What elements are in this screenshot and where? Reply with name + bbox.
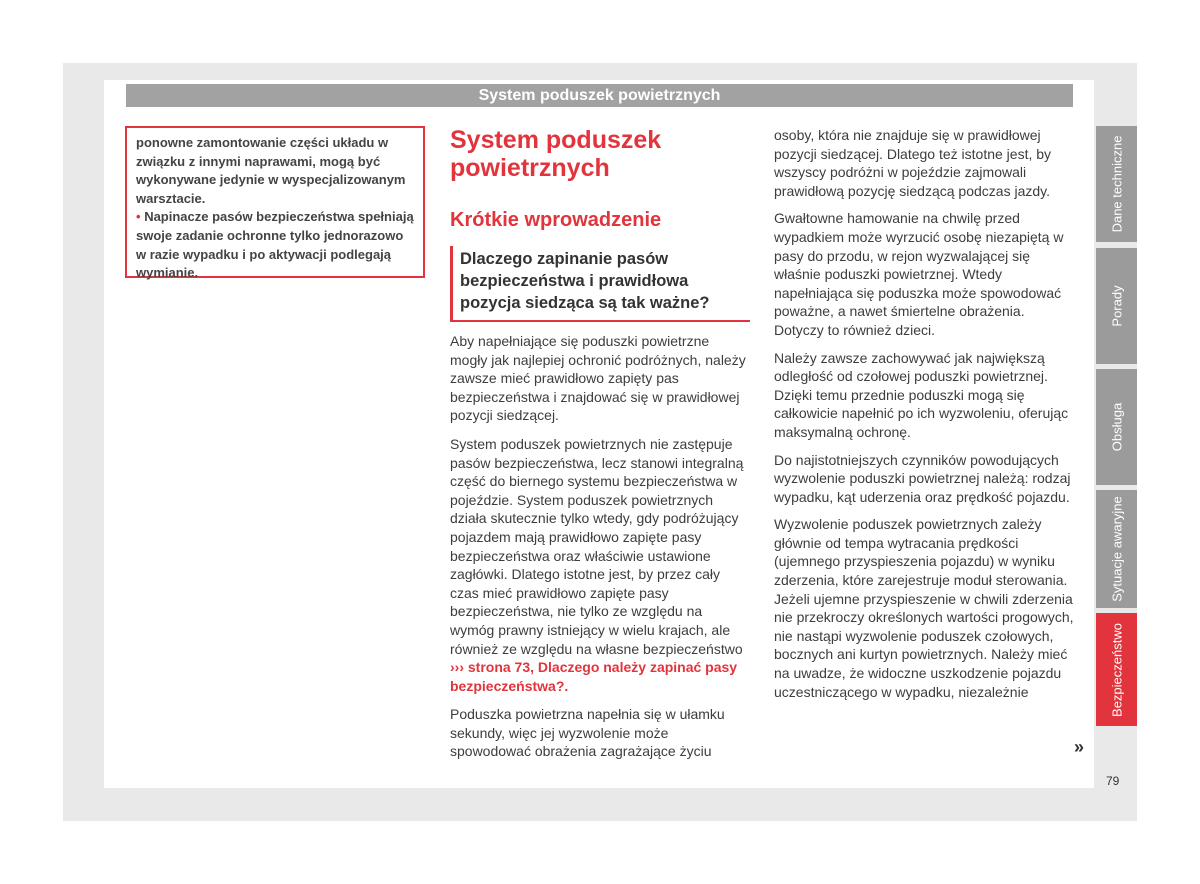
page-header: System poduszek powietrznych — [126, 84, 1073, 107]
side-tab-obsluga[interactable] — [1096, 369, 1137, 485]
page-number: 79 — [1106, 774, 1120, 788]
paragraph: Gwałtowne hamowanie na chwilę przed wypadkiem może wyrzucić osobę niezapiętą w pasy do przodu, w rejon wyzwalającej się właśnie poduszki powietrznej. Wtedy napełniająca się poduszka może spowodować poważne, a nawet śmiertelne obrażenia. Dotyczy to również dzieci. — [774, 210, 1064, 338]
paragraph: Należy zawsze zachowywać jak największą odległość od czołowej poduszki powietrznej. Dzięki temu przednie poduszki mogą się całkowicie napełnić po ich wyzwoleniu, oferując maksymalną ochronę. — [774, 349, 1069, 440]
warning-bullet-text: Napinacze pasów bezpieczeństwa spełniają swoje zadanie ochronne tylko jednorazowo w razie wypadku i po aktywacji podlegają wymianie. — [136, 209, 414, 281]
side-tab-label: Sytuacje awaryjne — [1109, 496, 1124, 602]
section-subtitle: Krótkie wprowadzenie — [450, 209, 662, 231]
paragraph: Do najistotniejszych czynników powodujących wyzwolenie poduszki powietrznej należą: rodzaj wypadku, kąt uderzenia oraz prędkość pojazdu. — [774, 451, 1071, 505]
side-tab-porady[interactable] — [1096, 248, 1137, 364]
paragraph-text: System poduszek powietrznych nie zastępuje pasów bezpieczeństwa, lecz stanowi integralną część do biernego systemu bezpieczeństwa w pojeździe. System poduszek powietrznych działa skutecznie tylko wtedy, gdy podróżujący pojazdem mają prawidłowo zapięte pasy bezpieczeństwa oraz właściwie ustawione zagłówki. Dlatego istotne jest, by przez cały czas mieć prawidłowo zapięte pasy bezpieczeństwa, nie tylko ze względu na wymóg prawny istniejący w wielu krajach, ale również ze względu na własne bezpieczeństwo — [450, 435, 744, 657]
side-tab-dane-techniczne[interactable] — [1096, 126, 1137, 242]
paragraph: osoby, która nie znajduje się w prawidłowej pozycji siedzącej. Dlatego też istotne jest, by wszyscy podróżni w pojeździe zajmowali prawidłową pozycję siedzącą podczas jazdy. — [774, 127, 1052, 199]
section-title: System poduszek powietrznych — [450, 126, 662, 182]
paragraph — [450, 435, 750, 695]
side-tab-bezpieczenstwo[interactable] — [1096, 613, 1137, 726]
bullet-icon: • — [136, 209, 141, 225]
side-tab-label: Obsługa — [1109, 402, 1124, 452]
side-tab-label: Porady — [1109, 285, 1124, 327]
paragraph: Aby napełniające się poduszki powietrzne mogły jak najlepiej ochronić podróżnych, należy zawsze mieć prawidłowo zapięty pas bezpieczeństwa i znajdować się w prawidłowej pozycji siedzącej. — [450, 333, 746, 424]
paragraph: Wyzwolenie poduszek powietrznych zależy głównie od tempa wytracania prędkości (ujemnego przyspieszenia pojazdu) w wyniku zderzenia, które zarejestruje moduł sterowania. Jeżeli ujemne przyspieszenie w chwili zderzenia nie przekroczy określonych wartości progowych, nie nastąpi wyzwolenie poduszek czołowych, bocznych ani kurtyn powietrznych. Należy mieć na uwadze, że widoczne uszkodzenie pojazdu uczestniczącego w wypadku, niezależnie — [774, 516, 1074, 700]
question-heading: Dlaczego zapinanie pasów bezpieczeństwa i prawidłowa pozycja siedząca są tak ważne? — [450, 246, 750, 322]
continue-arrow-icon: » — [1074, 737, 1085, 757]
warning-text: ponowne zamontowanie części układu w związku z innymi naprawami, mogą być wykonywane jedynie w wyspecjalizowanym warsztacie. — [136, 135, 406, 206]
side-tab-label: Bezpieczeństwo — [1109, 622, 1124, 717]
right-column — [774, 126, 1076, 710]
side-tab-label: Dane techniczne — [1109, 135, 1124, 233]
cross-reference-link[interactable]: ››› strona 73, Dlaczego należy zapinać pasy bezpieczeństwa?. — [450, 659, 738, 694]
middle-column — [450, 126, 750, 761]
warning-bullet-item — [136, 208, 415, 282]
warning-box — [125, 126, 425, 281]
paragraph: Poduszka powietrzna napełnia się w ułamku sekundy, więc jej wyzwolenie może spowodować obrażenia zagrażające życiu — [450, 706, 725, 760]
side-tab-sytuacje-awaryjne[interactable] — [1096, 490, 1137, 608]
